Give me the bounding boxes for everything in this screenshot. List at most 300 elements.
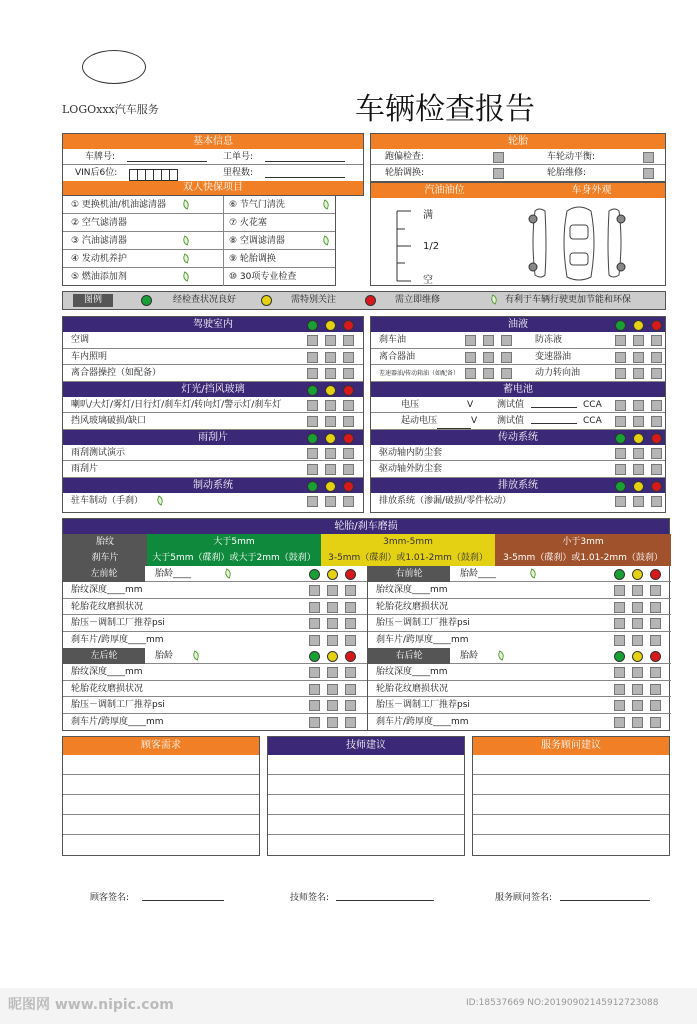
status-red-dot bbox=[651, 433, 662, 444]
status-checkbox[interactable] bbox=[633, 335, 644, 346]
note-line bbox=[473, 755, 669, 775]
status-checkbox[interactable] bbox=[650, 717, 661, 728]
cabin-header bbox=[63, 317, 363, 332]
status-checkbox[interactable] bbox=[614, 618, 625, 629]
wheel-item bbox=[63, 615, 367, 632]
wheel-item-label: 刹车片/跨厚度____mm bbox=[71, 716, 164, 727]
wear-bad-bot: 3-5mm（碟刹）或1.01-2mm（鼓刹） bbox=[495, 550, 671, 566]
battery-test-field[interactable] bbox=[531, 397, 577, 408]
status-checkbox[interactable] bbox=[343, 448, 354, 459]
legend-yellow-dot bbox=[261, 295, 272, 306]
tire-field-2: 车轮动平衡: bbox=[547, 152, 596, 162]
exhaust-header-label: 排放系统 bbox=[498, 479, 538, 491]
status-checkbox[interactable] bbox=[307, 400, 318, 411]
status-checkbox[interactable] bbox=[345, 667, 356, 678]
status-checkbox[interactable] bbox=[632, 635, 643, 646]
quick-item: ③ 汽油滤清器 bbox=[71, 236, 127, 246]
legend-attention: 需特别关注 bbox=[291, 295, 337, 305]
wheel-item-label: 轮胎花纹磨损状况 bbox=[376, 683, 449, 694]
body-header: 车身外观 bbox=[571, 185, 612, 196]
legend-eco: 有利于车辆行驶更加节能和环保 bbox=[505, 295, 632, 305]
status-checkbox[interactable] bbox=[325, 400, 336, 411]
battery-header bbox=[371, 382, 665, 397]
quick-item: ⑥ 节气门清洗 bbox=[229, 200, 285, 210]
fluid-item: 刹车油 bbox=[379, 335, 407, 345]
brake-header bbox=[63, 478, 363, 493]
note-line bbox=[268, 755, 464, 775]
status-checkbox[interactable] bbox=[651, 368, 662, 379]
status-green-dot bbox=[307, 320, 318, 331]
wheel-age: 胎龄____ bbox=[460, 569, 497, 579]
status-checkbox[interactable] bbox=[650, 602, 661, 613]
watermark-id: ID:18537669 NO:20190902145912723088 bbox=[466, 998, 659, 1008]
wheel-item-label: 胎纹深度____mm bbox=[71, 667, 143, 677]
status-checkbox[interactable] bbox=[343, 352, 354, 363]
fluid-item: 动力转向油 bbox=[535, 368, 581, 378]
status-checkbox[interactable] bbox=[307, 464, 318, 475]
status-checkbox[interactable] bbox=[307, 496, 318, 507]
quick-item: ⑤ 燃油添加剂 bbox=[71, 272, 127, 282]
status-checkbox[interactable] bbox=[651, 352, 662, 363]
drive-header bbox=[371, 430, 665, 445]
customer-needs-header: 顾客需求 bbox=[63, 737, 259, 755]
status-green-dot bbox=[614, 569, 625, 580]
fuel-body-panel bbox=[370, 182, 666, 286]
quick-row bbox=[63, 214, 335, 232]
status-checkbox[interactable] bbox=[327, 667, 338, 678]
fluid-item: 离合器油 bbox=[379, 351, 416, 362]
right-inspection-panel bbox=[370, 316, 666, 513]
battery-test-label: 测试值 bbox=[497, 399, 525, 410]
status-yellow-dot bbox=[327, 569, 338, 580]
wheel-name: 右前轮 bbox=[368, 566, 450, 582]
wheel-item-label: 刹车片/跨厚度____mm bbox=[376, 634, 469, 645]
status-checkbox[interactable] bbox=[345, 585, 356, 596]
vin-label: VIN后6位: bbox=[75, 168, 118, 178]
customer-needs-box[interactable] bbox=[62, 736, 260, 856]
eco-leaf-icon bbox=[323, 196, 329, 214]
wheel-item-label: 胎纹深度____mm bbox=[376, 585, 448, 595]
wheel-item bbox=[368, 632, 671, 649]
wheel-item bbox=[368, 599, 671, 616]
cabin-item bbox=[63, 332, 363, 349]
lights-item bbox=[63, 397, 363, 414]
quick-item: ② 空气滤清器 bbox=[71, 218, 127, 228]
status-yellow-dot bbox=[327, 651, 338, 662]
wear-bad-top: 小于3mm bbox=[495, 534, 671, 550]
status-red-dot bbox=[651, 481, 662, 492]
basic-info-panel bbox=[62, 133, 364, 196]
wheel-header bbox=[368, 566, 671, 582]
eco-leaf-icon bbox=[193, 648, 199, 664]
status-checkbox[interactable] bbox=[650, 585, 661, 596]
wheel-item-label: 轮胎花纹磨损状况 bbox=[71, 601, 144, 612]
status-yellow-dot bbox=[633, 481, 644, 492]
status-checkbox[interactable] bbox=[325, 448, 336, 459]
status-checkbox[interactable] bbox=[632, 602, 643, 613]
wheel-block bbox=[63, 648, 367, 730]
status-yellow-dot bbox=[325, 385, 336, 396]
tire-check-2[interactable] bbox=[643, 152, 654, 163]
status-checkbox[interactable] bbox=[614, 585, 625, 596]
wheel-item bbox=[63, 582, 367, 599]
status-checkbox[interactable] bbox=[614, 684, 625, 695]
wheel-header bbox=[63, 648, 367, 664]
status-checkbox[interactable] bbox=[325, 352, 336, 363]
status-checkbox[interactable] bbox=[633, 448, 644, 459]
wheel-block bbox=[367, 566, 671, 648]
wiper-header bbox=[63, 430, 363, 445]
tech-sign-label: 技师签名: bbox=[290, 893, 330, 903]
wheel-item-label: 轮胎花纹磨损状况 bbox=[376, 601, 449, 612]
wheel-item bbox=[63, 664, 367, 681]
item-label: 空调 bbox=[71, 335, 90, 345]
logo-text: LOGOxxx汽车服务 bbox=[62, 103, 159, 116]
quick-row bbox=[63, 196, 335, 214]
status-checkbox[interactable] bbox=[615, 448, 626, 459]
status-checkbox[interactable] bbox=[633, 400, 644, 411]
quick-item: ⑦ 火花塞 bbox=[229, 218, 267, 228]
wheel-item bbox=[63, 681, 367, 698]
status-checkbox[interactable] bbox=[343, 496, 354, 507]
item-label: 喇叭/大灯/雾灯/日行灯/刹车灯/转向灯/警示灯/刹车灯 bbox=[71, 399, 282, 410]
mileage-field[interactable] bbox=[265, 165, 345, 178]
mileage-label: 里程数: bbox=[223, 168, 254, 178]
battery-row bbox=[371, 413, 665, 430]
status-green-dot bbox=[309, 651, 320, 662]
wear-mid-top: 3mm-5mm bbox=[321, 534, 495, 550]
status-checkbox[interactable] bbox=[327, 700, 338, 711]
cabin-header-label: 驾驶室内 bbox=[193, 319, 233, 330]
status-checkbox[interactable] bbox=[325, 464, 336, 475]
item-label: 雨刮测试演示 bbox=[71, 447, 126, 458]
status-yellow-dot bbox=[632, 651, 643, 662]
status-checkbox[interactable] bbox=[633, 368, 644, 379]
item-label: 车内照明 bbox=[71, 351, 108, 362]
status-checkbox[interactable] bbox=[501, 352, 512, 363]
tire-field-1: 跑偏检查: bbox=[385, 152, 425, 162]
status-checkbox[interactable] bbox=[651, 400, 662, 411]
status-checkbox[interactable] bbox=[307, 416, 318, 427]
status-checkbox[interactable] bbox=[465, 368, 476, 379]
note-line bbox=[268, 835, 464, 855]
battery-value-field[interactable] bbox=[437, 418, 471, 429]
quick-row bbox=[63, 268, 335, 286]
status-checkbox[interactable] bbox=[651, 448, 662, 459]
order-label: 工单号: bbox=[223, 152, 254, 162]
page-title: 车辆检查报告 bbox=[355, 92, 535, 127]
status-checkbox[interactable] bbox=[633, 352, 644, 363]
status-yellow-dot bbox=[325, 320, 336, 331]
status-red-dot bbox=[343, 481, 354, 492]
note-line bbox=[268, 795, 464, 815]
status-checkbox[interactable] bbox=[633, 416, 644, 427]
eco-leaf-icon bbox=[323, 232, 329, 250]
status-red-dot bbox=[650, 569, 661, 580]
fuel-empty: 空 bbox=[423, 275, 433, 286]
cabin-item bbox=[63, 365, 363, 382]
quick-item: ⑩ 30项专业检查 bbox=[229, 272, 297, 282]
eco-leaf-icon bbox=[183, 196, 189, 214]
wear-good-bot: 大于5mm（碟刹）或大于2mm（鼓刹） bbox=[147, 550, 321, 566]
legend-red-dot bbox=[365, 295, 376, 306]
wheel-item bbox=[368, 697, 671, 714]
status-checkbox[interactable] bbox=[632, 585, 643, 596]
lights-header bbox=[63, 382, 363, 397]
status-checkbox[interactable] bbox=[650, 700, 661, 711]
status-checkbox[interactable] bbox=[345, 635, 356, 646]
advisor-sign-field[interactable] bbox=[560, 889, 650, 901]
wheel-item bbox=[368, 582, 671, 599]
status-checkbox[interactable] bbox=[615, 335, 626, 346]
fluid-row bbox=[371, 349, 665, 366]
status-red-dot bbox=[345, 569, 356, 580]
wheel-item bbox=[63, 714, 367, 731]
status-checkbox[interactable] bbox=[615, 368, 626, 379]
status-checkbox[interactable] bbox=[343, 464, 354, 475]
status-checkbox[interactable] bbox=[465, 335, 476, 346]
wheel-item-label: 刹车片/跨厚度____mm bbox=[376, 716, 469, 727]
wheel-item bbox=[63, 697, 367, 714]
battery-unit: V bbox=[471, 416, 478, 426]
battery-row bbox=[371, 397, 665, 414]
status-checkbox[interactable] bbox=[614, 602, 625, 613]
wheel-block bbox=[367, 648, 671, 730]
wear-col-tread: 胎纹 bbox=[63, 534, 147, 550]
wear-panel bbox=[62, 518, 670, 731]
eco-leaf-icon bbox=[183, 268, 189, 286]
status-checkbox[interactable] bbox=[325, 335, 336, 346]
status-checkbox[interactable] bbox=[327, 618, 338, 629]
status-checkbox[interactable] bbox=[343, 335, 354, 346]
status-checkbox[interactable] bbox=[327, 635, 338, 646]
legend-repair: 需立即维修 bbox=[395, 295, 441, 305]
status-checkbox[interactable] bbox=[327, 585, 338, 596]
status-yellow-dot bbox=[633, 433, 644, 444]
status-checkbox[interactable] bbox=[651, 496, 662, 507]
status-green-dot bbox=[307, 385, 318, 396]
wheel-item bbox=[368, 714, 671, 731]
wheel-block bbox=[63, 566, 367, 648]
status-checkbox[interactable] bbox=[325, 416, 336, 427]
status-checkbox[interactable] bbox=[651, 335, 662, 346]
status-checkbox[interactable] bbox=[633, 464, 644, 475]
status-checkbox[interactable] bbox=[309, 717, 320, 728]
item-label: 离合器操控（如配备） bbox=[71, 368, 162, 378]
status-checkbox[interactable] bbox=[650, 635, 661, 646]
quick-item: ⑨ 轮胎调换 bbox=[229, 254, 276, 264]
status-checkbox[interactable] bbox=[309, 684, 320, 695]
status-checkbox[interactable] bbox=[614, 635, 625, 646]
status-checkbox[interactable] bbox=[345, 684, 356, 695]
status-checkbox[interactable] bbox=[632, 667, 643, 678]
note-line bbox=[63, 755, 259, 775]
status-checkbox[interactable] bbox=[345, 717, 356, 728]
wheel-item bbox=[63, 632, 367, 649]
wheel-item-label: 胎纹深度____mm bbox=[71, 585, 143, 595]
plate-field[interactable] bbox=[127, 149, 207, 162]
wheel-name: 左后轮 bbox=[63, 648, 145, 664]
fluid-item: 差速器油/传动箱油（如配备） bbox=[379, 370, 460, 377]
battery-test-label: 测试值 bbox=[497, 416, 525, 426]
status-checkbox[interactable] bbox=[615, 496, 626, 507]
battery-cca: CCA bbox=[583, 399, 602, 410]
quick-service-panel bbox=[62, 196, 336, 286]
status-checkbox[interactable] bbox=[309, 667, 320, 678]
battery-header-label: 蓄电池 bbox=[503, 383, 533, 395]
eco-leaf-icon bbox=[225, 566, 231, 582]
quick-item: ④ 发动机养护 bbox=[71, 254, 127, 264]
order-field[interactable] bbox=[265, 149, 345, 162]
legend-leaf-icon bbox=[491, 292, 497, 309]
battery-unit: V bbox=[467, 399, 474, 410]
wheel-item bbox=[368, 615, 671, 632]
status-checkbox[interactable] bbox=[343, 400, 354, 411]
status-checkbox[interactable] bbox=[501, 335, 512, 346]
status-checkbox[interactable] bbox=[483, 368, 494, 379]
note-line bbox=[473, 835, 669, 855]
advisor-advice-box[interactable] bbox=[472, 736, 670, 856]
legend-label: 图例 bbox=[73, 294, 113, 307]
tire-check-4[interactable] bbox=[643, 168, 654, 179]
wheel-name: 左前轮 bbox=[63, 566, 145, 582]
wheel-item-label: 胎压－调制工厂推荐psi bbox=[376, 618, 470, 628]
status-checkbox[interactable] bbox=[650, 684, 661, 695]
wheel-header bbox=[63, 566, 367, 582]
wheel-item-label: 刹车片/跨厚度____mm bbox=[71, 634, 164, 645]
status-checkbox[interactable] bbox=[614, 667, 625, 678]
status-checkbox[interactable] bbox=[501, 368, 512, 379]
status-checkbox[interactable] bbox=[345, 618, 356, 629]
status-checkbox[interactable] bbox=[343, 368, 354, 379]
customer-sign-field[interactable] bbox=[142, 889, 224, 901]
wheel-age: 胎龄 bbox=[460, 651, 479, 661]
eco-leaf-icon bbox=[157, 496, 163, 506]
status-checkbox[interactable] bbox=[309, 618, 320, 629]
cabin-item bbox=[63, 349, 363, 366]
battery-test-field[interactable] bbox=[531, 413, 577, 424]
tire-check-1[interactable] bbox=[493, 152, 504, 163]
status-checkbox[interactable] bbox=[614, 700, 625, 711]
status-checkbox[interactable] bbox=[632, 700, 643, 711]
status-checkbox[interactable] bbox=[615, 416, 626, 427]
status-checkbox[interactable] bbox=[483, 352, 494, 363]
status-checkbox[interactable] bbox=[327, 602, 338, 613]
wheel-age: 胎龄____ bbox=[155, 569, 192, 579]
status-checkbox[interactable] bbox=[325, 368, 336, 379]
item-label: 排放系统（渗漏/破损/零件松动） bbox=[379, 495, 512, 506]
status-checkbox[interactable] bbox=[615, 464, 626, 475]
note-line bbox=[63, 815, 259, 835]
status-checkbox[interactable] bbox=[651, 416, 662, 427]
wheel-item-label: 轮胎花纹磨损状况 bbox=[71, 683, 144, 694]
status-checkbox[interactable] bbox=[307, 352, 318, 363]
status-checkbox[interactable] bbox=[307, 335, 318, 346]
status-checkbox[interactable] bbox=[345, 700, 356, 711]
brake-header-label: 制动系统 bbox=[193, 479, 233, 491]
wear-col-pad: 刹车片 bbox=[63, 550, 147, 566]
status-yellow-dot bbox=[325, 433, 336, 444]
car-diagram-icon bbox=[523, 201, 633, 285]
status-checkbox[interactable] bbox=[309, 635, 320, 646]
tire-check-3[interactable] bbox=[493, 168, 504, 179]
status-checkbox[interactable] bbox=[309, 700, 320, 711]
status-red-dot bbox=[651, 320, 662, 331]
status-checkbox[interactable] bbox=[465, 352, 476, 363]
eco-leaf-icon bbox=[530, 566, 536, 582]
status-checkbox[interactable] bbox=[615, 352, 626, 363]
fuel-half: 1/2 bbox=[423, 241, 440, 252]
status-checkbox[interactable] bbox=[650, 618, 661, 629]
quick-row bbox=[63, 250, 335, 268]
note-line bbox=[473, 815, 669, 835]
status-checkbox[interactable] bbox=[650, 667, 661, 678]
status-checkbox[interactable] bbox=[307, 368, 318, 379]
status-green-dot bbox=[614, 651, 625, 662]
wear-good-top: 大于5mm bbox=[147, 534, 321, 550]
fluid-item: 防冻液 bbox=[535, 335, 563, 345]
note-line bbox=[63, 795, 259, 815]
status-checkbox[interactable] bbox=[327, 684, 338, 695]
status-red-dot bbox=[343, 385, 354, 396]
quick-item: ⑧ 空调滤清器 bbox=[229, 236, 285, 246]
legend-green-dot bbox=[141, 295, 152, 306]
battery-value-field[interactable] bbox=[419, 402, 467, 413]
status-checkbox[interactable] bbox=[343, 416, 354, 427]
exhaust-header bbox=[371, 478, 665, 493]
status-red-dot bbox=[343, 433, 354, 444]
status-checkbox[interactable] bbox=[483, 335, 494, 346]
status-green-dot bbox=[615, 320, 626, 331]
status-checkbox[interactable] bbox=[327, 717, 338, 728]
eco-leaf-icon bbox=[183, 250, 189, 268]
status-checkbox[interactable] bbox=[615, 400, 626, 411]
quick-row bbox=[63, 232, 335, 250]
legend-good: 经检查状况良好 bbox=[173, 295, 237, 305]
status-checkbox[interactable] bbox=[614, 717, 625, 728]
status-checkbox[interactable] bbox=[307, 448, 318, 459]
status-checkbox[interactable] bbox=[632, 717, 643, 728]
status-checkbox[interactable] bbox=[651, 464, 662, 475]
tech-advice-header: 技师建议 bbox=[268, 737, 464, 755]
drive-header-label: 传动系统 bbox=[498, 431, 538, 443]
wheel-item bbox=[368, 681, 671, 698]
fluid-row bbox=[371, 332, 665, 349]
status-green-dot bbox=[615, 433, 626, 444]
lights-header-label: 灯光/挡风玻璃 bbox=[181, 383, 245, 395]
drive-item bbox=[371, 445, 665, 462]
basic-info-header: 基本信息 bbox=[63, 134, 363, 149]
status-green-dot bbox=[309, 569, 320, 580]
item-label: 挡风玻璃破损/缺口 bbox=[71, 416, 147, 426]
note-line bbox=[63, 775, 259, 795]
status-checkbox[interactable] bbox=[633, 496, 644, 507]
status-checkbox[interactable] bbox=[632, 684, 643, 695]
status-checkbox[interactable] bbox=[309, 585, 320, 596]
item-label: 驱动轴内防尘套 bbox=[379, 447, 443, 458]
exhaust-item bbox=[371, 493, 665, 510]
status-yellow-dot bbox=[632, 569, 643, 580]
status-checkbox[interactable] bbox=[345, 602, 356, 613]
tech-advice-box[interactable] bbox=[267, 736, 465, 856]
brake-item bbox=[63, 493, 363, 510]
wheel-name: 右后轮 bbox=[368, 648, 450, 664]
battery-label: 起动电压 bbox=[401, 416, 438, 426]
status-checkbox[interactable] bbox=[309, 602, 320, 613]
status-checkbox[interactable] bbox=[325, 496, 336, 507]
status-checkbox[interactable] bbox=[632, 618, 643, 629]
tech-sign-field[interactable] bbox=[336, 889, 434, 901]
